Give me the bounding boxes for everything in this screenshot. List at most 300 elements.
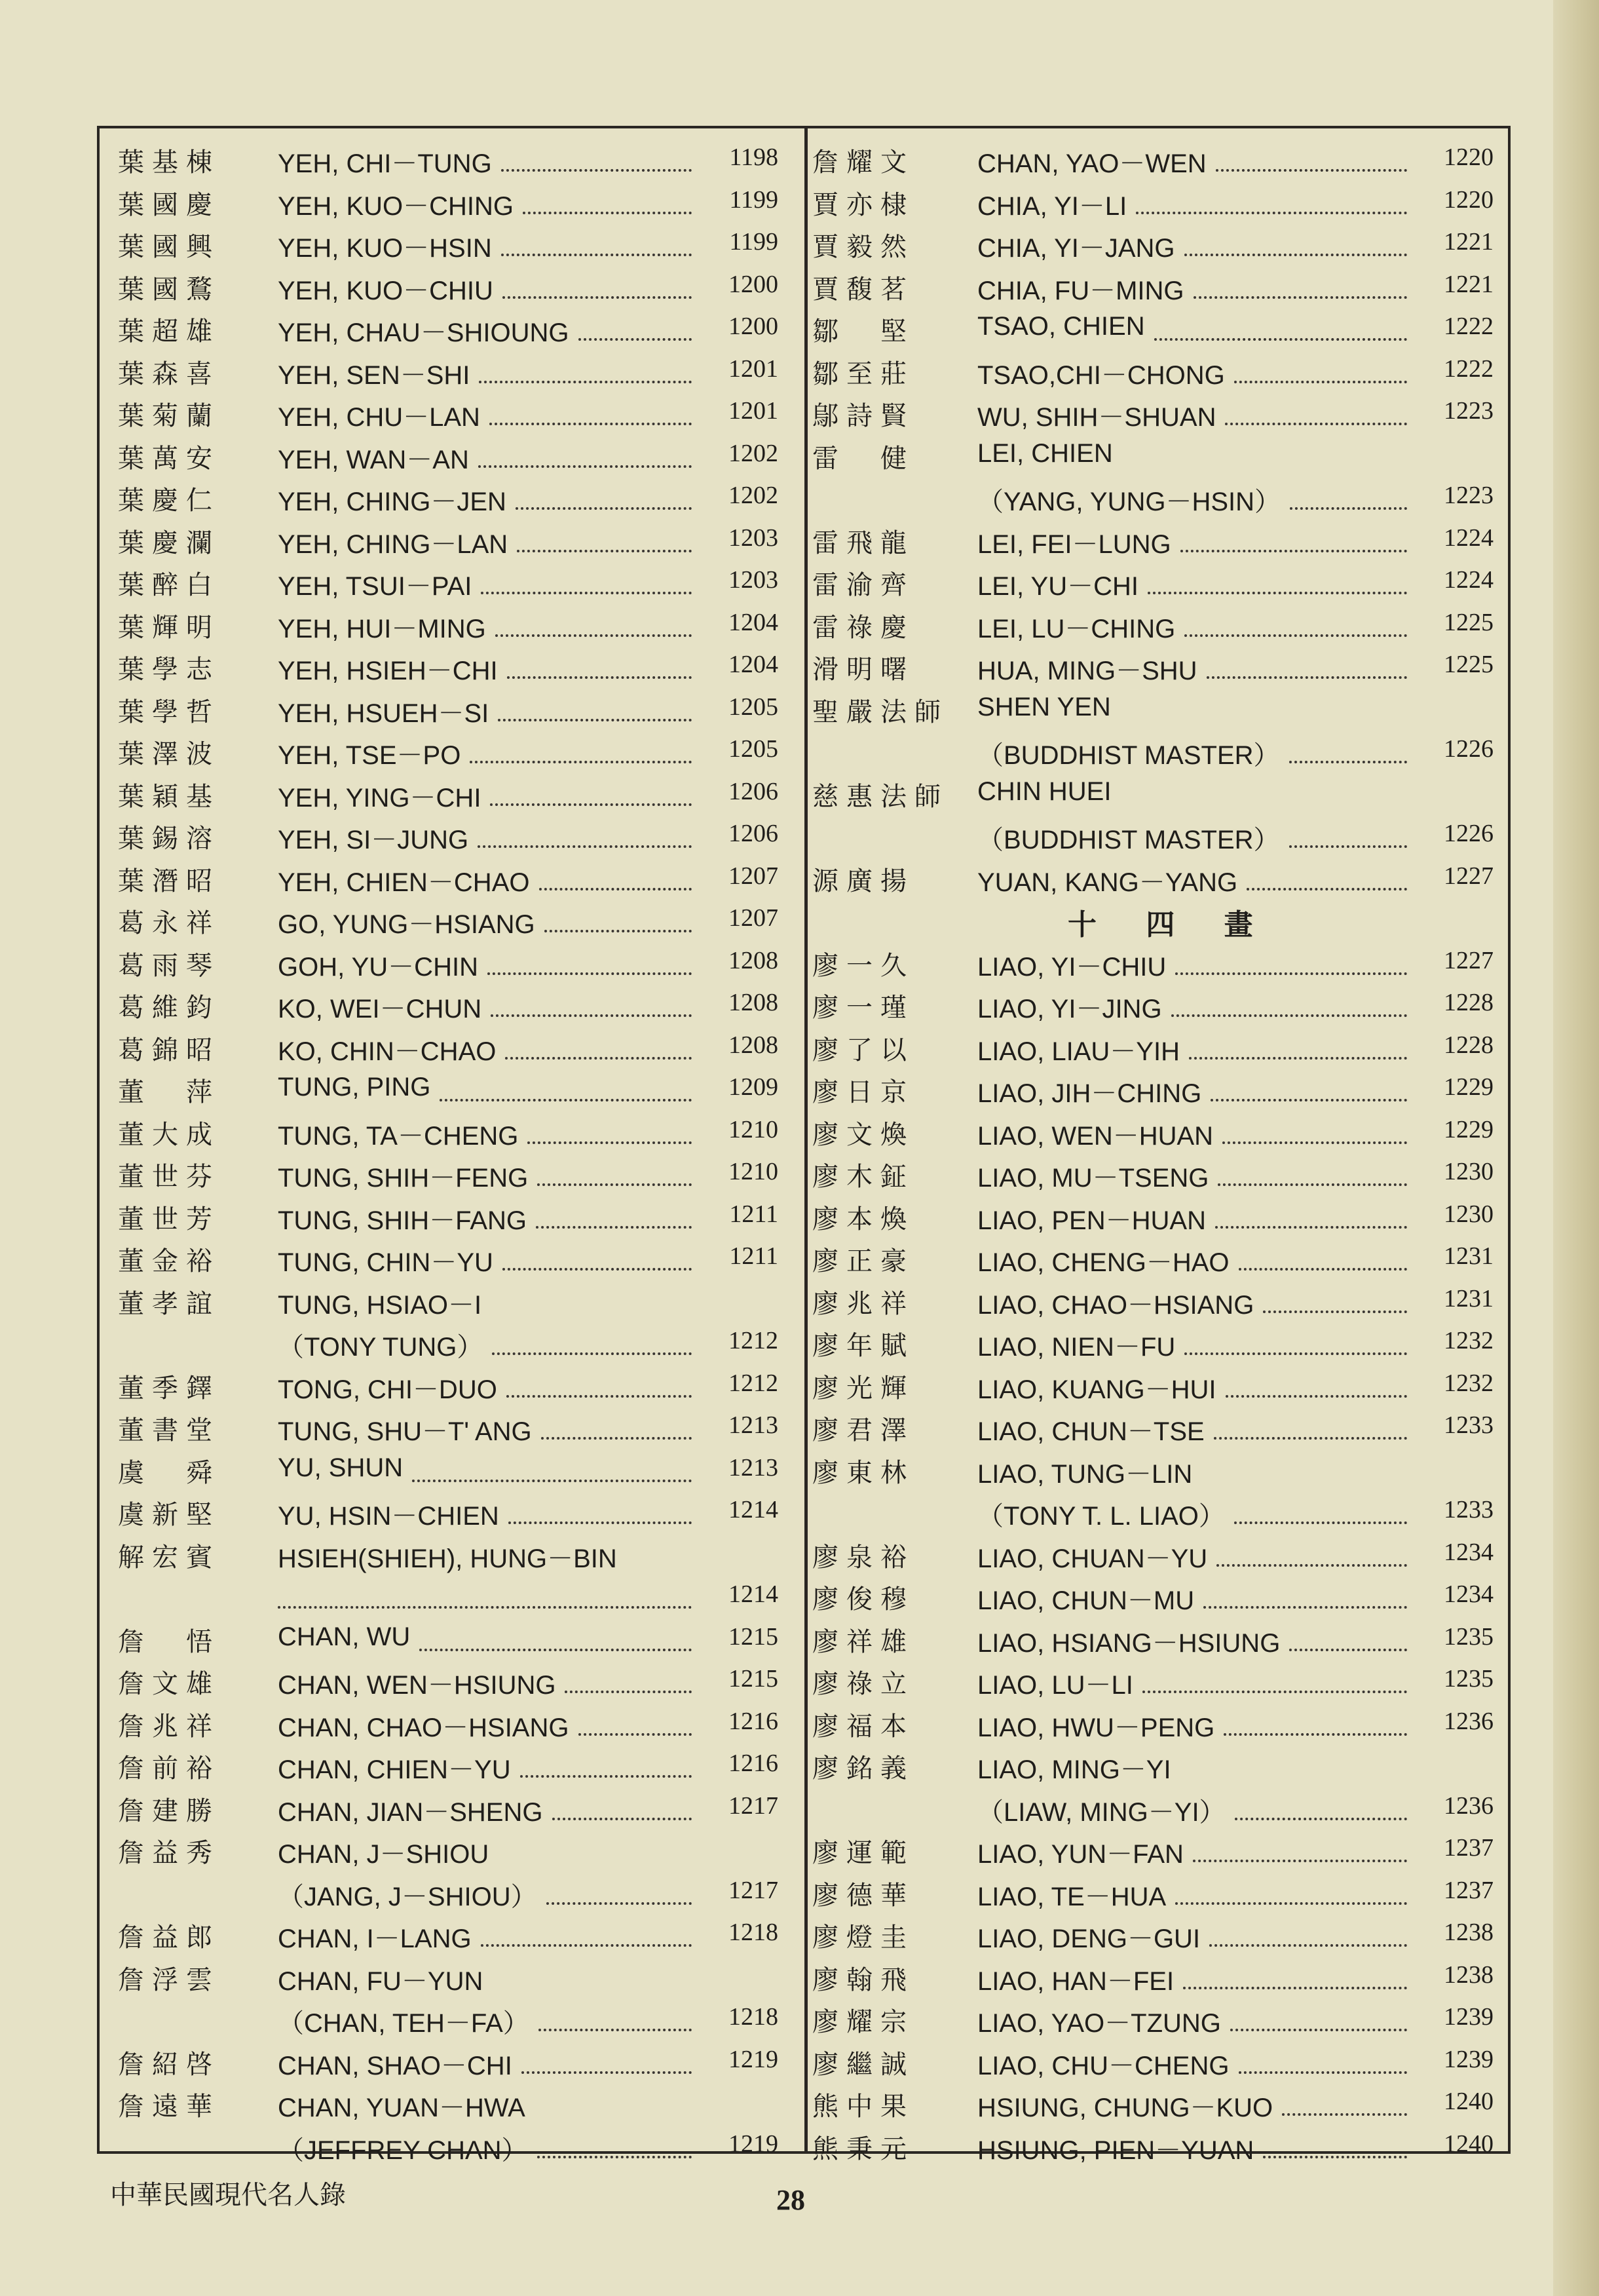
chinese-name: 葛錦昭 (118, 1035, 220, 1065)
page-ref: 1216 (728, 1707, 778, 1735)
index-entry (118, 266, 778, 309)
dot-leader (541, 1424, 692, 1440)
page-ref: 1208 (728, 1031, 778, 1059)
index-entry (118, 308, 778, 351)
romanized-name: LIAO, HSIANG－HSIUNG (977, 1628, 1281, 1658)
index-entry (118, 2083, 773, 2126)
left-index-column (118, 139, 778, 2168)
page-ref: 1224 (1444, 566, 1494, 594)
page-ref: 1217 (728, 1791, 778, 1820)
index-entry (118, 1449, 778, 1492)
index-entry (812, 2083, 1494, 2126)
romanized-name: YEH, CHAU－SHIOUNG (278, 318, 569, 347)
chinese-name: 詹 悟 (118, 1626, 220, 1657)
romanized-name: LEI, CHIEN (977, 438, 1113, 468)
index-entry (118, 520, 778, 562)
dot-leader (507, 663, 692, 679)
dot-leader (1189, 1044, 1407, 1060)
index-entry (812, 1238, 1494, 1280)
romanized-name: LIAO, JIH－CHING (977, 1079, 1202, 1108)
page-edge (1553, 0, 1599, 2296)
romanized-name: LIAO, LU－LI (977, 1671, 1133, 1700)
index-entry (118, 858, 778, 900)
page-ref: 1217 (728, 1876, 778, 1904)
page-ref: 1214 (728, 1580, 778, 1608)
dot-leader (1239, 1255, 1407, 1271)
romanized-name: LIAO, WEN－HUAN (977, 1121, 1214, 1151)
page-ref: 1227 (1444, 946, 1494, 974)
chinese-name: 葉基棟 (118, 147, 220, 178)
dot-leader (1218, 1170, 1407, 1186)
index-entry (812, 392, 1494, 435)
page-ref: 1226 (1444, 820, 1494, 847)
page-ref: 1203 (728, 566, 778, 594)
romanized-name: LIAO, CHUAN－YU (977, 1544, 1208, 1573)
page-ref: 1203 (728, 524, 778, 552)
page-ref: 1206 (728, 777, 778, 805)
romanized-name: HSIEH(SHIEH), HUNG－BIN (278, 1544, 617, 1573)
romanized-name: SHEN YEN (977, 692, 1111, 721)
page-ref: 1204 (728, 608, 778, 636)
index-entry (812, 308, 1494, 351)
index-entry (118, 900, 778, 942)
chinese-name: 葛維鈞 (118, 993, 220, 1023)
chinese-name: 董金裕 (118, 1246, 220, 1276)
romanized-name: CHAN, WU (278, 1622, 411, 1651)
index-entry (118, 1872, 778, 1915)
dot-leader (489, 410, 692, 425)
dot-leader (490, 790, 692, 806)
romanized-name: CHAN, CHAO－HSIANG (278, 1713, 569, 1742)
dot-leader (501, 240, 692, 256)
dot-leader (278, 1593, 692, 1609)
index-entry (812, 1449, 1494, 1492)
romanized-name: （TONY TUNG） (278, 1333, 483, 1362)
index-entry (812, 2041, 1494, 2084)
dot-leader (1175, 1889, 1407, 1905)
chinese-name: 廖文煥 (812, 1119, 914, 1150)
index-entry (118, 689, 778, 731)
dot-leader (1282, 2100, 1407, 2116)
page-ref: 1200 (728, 313, 778, 340)
romanized-name: LIAO, KUANG－HUI (977, 1375, 1216, 1404)
romanized-name: CHAN, YUAN－HWA (278, 2094, 525, 2122)
page-ref: 1237 (1444, 1834, 1494, 1862)
dot-leader (565, 1677, 692, 1693)
chinese-name: 廖東林 (812, 1457, 914, 1488)
dot-leader (481, 579, 692, 594)
chinese-name: 詹紹啓 (118, 2049, 220, 2080)
index-entry (118, 1365, 778, 1407)
dot-leader (506, 1382, 692, 1398)
stroke-count-heading: 十 四 畫 (1068, 908, 1273, 942)
romanized-name: LIAO, MING－YI (977, 1755, 1171, 1784)
index-entry (812, 1576, 1494, 1618)
page-ref: 1221 (1444, 228, 1494, 256)
page-ref: 1215 (728, 1622, 778, 1651)
romanized-name: CHIA, YI－JANG (977, 234, 1175, 263)
index-entry (812, 1491, 1494, 1534)
page-ref: 1240 (1444, 2088, 1494, 2115)
page-ref: 1210 (728, 1115, 778, 1143)
dot-leader (1263, 2143, 1407, 2158)
index-entry (812, 223, 1494, 266)
index-entry (118, 1491, 778, 1534)
page-ref: 1205 (728, 693, 778, 721)
right-index-column (812, 139, 1494, 2168)
chinese-name: 虞新堅 (118, 1500, 220, 1530)
index-entry (118, 773, 778, 816)
index-entry (118, 435, 778, 478)
dot-leader (1226, 1382, 1407, 1398)
index-entry (812, 1534, 1494, 1577)
chinese-name: 解宏賓 (118, 1542, 220, 1573)
page-ref: 1230 (1444, 1200, 1494, 1228)
romanized-name: CHAN, CHIEN－YU (278, 1755, 511, 1784)
index-entry (812, 1027, 1494, 1069)
chinese-name: 賈毅然 (812, 232, 914, 262)
dot-leader (578, 1720, 692, 1736)
romanized-name: LIAO, CHAO－HSIANG (977, 1290, 1254, 1320)
page-ref: 1205 (728, 735, 778, 763)
index-entry (812, 1069, 1494, 1111)
chinese-name: 詹益秀 (118, 1838, 220, 1868)
chinese-name: 廖年賦 (812, 1331, 914, 1361)
dot-leader (412, 1466, 692, 1482)
index-entry (812, 689, 1494, 731)
page-ref: 1207 (728, 904, 778, 932)
page-ref: 1231 (1444, 1242, 1494, 1270)
index-entry (118, 223, 778, 266)
index-entry (118, 2041, 778, 2084)
page-ref: 1232 (1444, 1327, 1494, 1354)
chinese-name: 廖日京 (812, 1077, 914, 1107)
romanized-name: CHAN, I－LANG (278, 1924, 472, 1953)
romanized-name: LIAO, CHU－CHENG (977, 2051, 1230, 2080)
index-entry (812, 773, 1494, 816)
chinese-name: 葉澤波 (118, 739, 220, 769)
romanized-name: YEH, KUO－HSIN (278, 234, 492, 263)
index-entry (118, 1069, 778, 1111)
page-ref: 1202 (728, 482, 778, 509)
chinese-name: 賈亦棣 (812, 189, 914, 220)
chinese-name: 詹文雄 (118, 1669, 220, 1699)
dot-leader (501, 156, 692, 172)
page-ref: 1208 (728, 989, 778, 1016)
dot-leader (1175, 959, 1407, 975)
romanized-name: YEH, SI－JUNG (278, 826, 469, 854)
index-entry (812, 1196, 1494, 1238)
romanized-name: YEH, TSUI－PAI (278, 572, 472, 601)
page-ref: 1213 (728, 1453, 778, 1482)
dot-leader (546, 1889, 692, 1905)
page-ref: 1223 (1444, 397, 1494, 425)
page-ref: 1231 (1444, 1284, 1494, 1312)
index-entry (812, 646, 1494, 689)
index-entry (118, 392, 778, 435)
chinese-name: 廖本煥 (812, 1204, 914, 1234)
page-ref: 1221 (1444, 270, 1494, 298)
page-ref: 1222 (1444, 313, 1494, 340)
dot-leader (1239, 2058, 1407, 2074)
index-entry (812, 1999, 1494, 2041)
romanized-name: WU, SHIH－SHUAN (977, 403, 1216, 432)
page-ref: 1229 (1444, 1073, 1494, 1101)
chinese-name: 葉菊蘭 (118, 401, 220, 431)
index-entry (118, 815, 778, 858)
dot-leader (1184, 621, 1407, 637)
chinese-name: 廖翰飛 (812, 1964, 914, 1995)
romanized-name: HUA, MING－SHU (977, 657, 1197, 685)
index-entry (812, 1280, 1494, 1323)
chinese-name: 廖運範 (812, 1838, 914, 1868)
romanized-name: CHIA, FU－MING (977, 276, 1184, 305)
page-ref: 1230 (1444, 1158, 1494, 1185)
dot-leader (1224, 1720, 1407, 1736)
index-entry (812, 1153, 1494, 1196)
index-entry (118, 1576, 778, 1618)
page-ref: 1219 (728, 2045, 778, 2073)
index-entry (118, 1027, 778, 1069)
section-heading-row (812, 900, 1494, 942)
index-entry (118, 604, 778, 647)
index-entry (118, 1407, 778, 1449)
index-entry (812, 1872, 1494, 1915)
dot-leader (578, 325, 692, 341)
chinese-name: 廖一久 (812, 950, 914, 981)
chinese-name: 詹前裕 (118, 1753, 220, 1784)
chinese-name: 詹耀文 (812, 147, 914, 178)
romanized-name: LEI, FEI－LUNG (977, 529, 1171, 559)
dot-leader (1290, 494, 1407, 510)
index-entry (812, 351, 1494, 393)
chinese-name: 詹益郎 (118, 1923, 220, 1953)
romanized-name: TUNG, PING (278, 1073, 431, 1101)
romanized-name: LIAO, YI－CHIU (977, 952, 1167, 982)
dot-leader (1289, 1636, 1407, 1651)
page-ref: 1228 (1444, 989, 1494, 1016)
dot-leader (527, 1128, 692, 1144)
chinese-name: 廖一瑾 (812, 993, 914, 1023)
index-entry (118, 562, 778, 604)
romanized-name: TUNG, SHU－T' ANG (278, 1417, 532, 1446)
index-entry (118, 477, 778, 520)
chinese-name: 葉萬安 (118, 443, 220, 474)
romanized-name: LIAO, HAN－FEI (977, 1966, 1175, 1996)
dot-leader (492, 1339, 692, 1355)
page-ref: 1201 (728, 354, 778, 383)
index-entry (118, 1238, 778, 1280)
chinese-name: 廖燈圭 (812, 1923, 914, 1953)
page-ref: 1215 (728, 1665, 778, 1693)
romanized-name: LIAO, YAO－TZUNG (977, 2009, 1221, 2038)
romanized-name: LIAO, CHUN－TSE (977, 1417, 1205, 1446)
romanized-name: KO, WEI－CHUN (278, 995, 482, 1024)
chinese-name: 廖祥雄 (812, 1626, 914, 1657)
page-ref: 1239 (1444, 2003, 1494, 2031)
dot-leader (1289, 832, 1407, 848)
page-ref: 1233 (1444, 1496, 1494, 1523)
dot-leader (495, 621, 692, 637)
chinese-name: 葉錫溶 (118, 824, 220, 854)
dot-leader (1263, 1297, 1407, 1313)
dot-leader (517, 537, 692, 552)
page-ref: 1199 (729, 185, 778, 214)
index-entry (118, 1534, 773, 1577)
dot-leader (1215, 1213, 1407, 1229)
index-entry (118, 139, 778, 182)
page-ref: 1225 (1444, 651, 1494, 678)
index-entry (812, 1618, 1494, 1661)
dot-leader (1184, 1339, 1407, 1355)
romanized-name: YEH, HUI－MING (278, 614, 486, 643)
chinese-name: 廖德華 (812, 1880, 914, 1911)
page-ref: 1211 (729, 1200, 778, 1228)
index-entry (118, 2126, 778, 2168)
page-ref: 1199 (729, 228, 778, 256)
index-entry (812, 435, 1494, 478)
page-ref: 1212 (728, 1327, 778, 1354)
index-entry (118, 942, 778, 985)
romanized-name: GOH, YU－CHIN (278, 952, 478, 982)
chinese-name: 董孝誼 (118, 1288, 220, 1319)
romanized-name: （TONY T. L. LIAO） (977, 1502, 1225, 1531)
index-entry (118, 1618, 778, 1661)
dot-leader (1194, 283, 1407, 299)
dot-leader (1171, 1001, 1407, 1017)
dot-leader (478, 452, 692, 468)
index-entry (812, 984, 1494, 1027)
index-entry (812, 858, 1494, 900)
page-ref: 1218 (728, 1919, 778, 1946)
chinese-name: 董 萍 (118, 1077, 220, 1107)
index-entry (118, 1196, 778, 1238)
dot-leader (478, 832, 692, 848)
dot-leader (538, 2016, 692, 2031)
romanized-name: CHAN, WEN－HSIUNG (278, 1671, 556, 1700)
index-entry (812, 1788, 1494, 1830)
chinese-name: 鄒 堅 (812, 316, 914, 347)
page-ref: 1204 (728, 651, 778, 678)
chinese-name: 詹建勝 (118, 1795, 220, 1826)
index-entry (118, 1957, 773, 1999)
index-entry (812, 1914, 1494, 1957)
index-entry (118, 1703, 778, 1746)
chinese-name: 廖福本 (812, 1711, 914, 1742)
chinese-name: 廖了以 (812, 1035, 914, 1065)
book-title: 中華民國現代名人錄 (110, 2180, 346, 2210)
page-ref: 1212 (728, 1369, 778, 1397)
chinese-name: 葉慶仁 (118, 486, 220, 516)
chinese-name: 葛永祥 (118, 908, 220, 938)
index-entry (118, 182, 778, 224)
index-entry (118, 1322, 778, 1365)
page-ref: 1235 (1444, 1665, 1494, 1693)
page-ref: 1214 (728, 1496, 778, 1523)
romanized-name: LIAO, HWU－PENG (977, 1713, 1215, 1742)
dot-leader (1234, 368, 1407, 383)
page-ref: 1219 (728, 2130, 778, 2158)
dot-leader (1289, 748, 1407, 763)
romanized-name: YU, HSIN－CHIEN (278, 1502, 499, 1531)
page-ref: 1237 (1444, 1876, 1494, 1904)
chinese-name: 廖祿立 (812, 1669, 914, 1699)
chinese-name: 葉慶瀾 (118, 527, 220, 558)
page-ref: 1234 (1444, 1580, 1494, 1608)
romanized-name: YEH, YING－CHI (278, 783, 481, 813)
dot-leader (440, 1086, 692, 1101)
index-entry (812, 1745, 1494, 1788)
dot-leader (419, 1636, 692, 1651)
dot-leader (1247, 875, 1407, 890)
dot-leader (1193, 1846, 1407, 1862)
dot-leader (1235, 1805, 1407, 1820)
index-entry (812, 520, 1494, 562)
romanized-name: （CHAN, TEH－FA） (278, 2009, 529, 2038)
chinese-name: 董世芬 (118, 1162, 220, 1192)
page-ref: 1235 (1444, 1622, 1494, 1651)
dot-leader (502, 1255, 692, 1271)
dot-leader (1216, 156, 1407, 172)
romanized-name: CHAN, JIAN－SHENG (278, 1797, 543, 1827)
romanized-name: LIAO, TE－HUA (977, 1882, 1167, 1911)
dot-leader (1234, 1508, 1407, 1524)
dot-leader (1203, 1593, 1407, 1609)
chinese-name: 鄔詩賢 (812, 401, 914, 431)
chinese-name: 賈馥茗 (812, 274, 914, 305)
chinese-name: 廖俊穆 (812, 1584, 914, 1615)
index-entry (812, 562, 1494, 604)
chinese-name: 廖銘義 (812, 1753, 914, 1784)
romanized-name: TSAO,CHI－CHONG (977, 360, 1225, 390)
chinese-name: 葉學志 (118, 655, 220, 685)
romanized-name: （BUDDHIST MASTER） (977, 741, 1280, 770)
dot-leader (536, 1213, 692, 1229)
romanized-name: LIAO, YUN－FAN (977, 1840, 1184, 1869)
page-ref: 1228 (1444, 1031, 1494, 1059)
romanized-name: YU, SHUN (278, 1453, 404, 1482)
romanized-name: LEI, YU－CHI (977, 572, 1138, 601)
dot-leader (1230, 2016, 1407, 2031)
romanized-name: YEH, CHU－LAN (278, 403, 480, 432)
page-ref: 1202 (728, 439, 778, 467)
index-entry (812, 942, 1494, 985)
dot-leader (1225, 410, 1407, 425)
romanized-name: YEH, KUO－CHIU (278, 276, 493, 305)
page-ref: 1220 (1444, 185, 1494, 214)
index-entry (812, 815, 1494, 858)
romanized-name: LIAO, MU－TSENG (977, 1164, 1209, 1193)
chinese-name: 葉超雄 (118, 316, 220, 347)
page-ref: 1232 (1444, 1369, 1494, 1397)
chinese-name: 雷祿慶 (812, 612, 914, 643)
dot-leader (487, 959, 692, 975)
chinese-name: 董書堂 (118, 1415, 220, 1445)
dot-leader (1222, 1128, 1407, 1144)
romanized-name: CHAN, SHAO－CHI (278, 2051, 512, 2080)
chinese-name: 虞 舜 (118, 1457, 220, 1488)
chinese-name: 雷飛龍 (812, 527, 914, 558)
chinese-name: 聖嚴法師 (812, 697, 949, 727)
dot-leader (491, 1001, 692, 1017)
dot-leader (498, 706, 692, 721)
index-entry (812, 1829, 1494, 1872)
romanized-name: HSIUNG, CHUNG－KUO (977, 2094, 1273, 2122)
index-entry (118, 1745, 778, 1788)
dot-leader (1211, 1086, 1407, 1101)
index-entry (812, 139, 1494, 182)
chinese-name: 葉醉白 (118, 570, 220, 600)
